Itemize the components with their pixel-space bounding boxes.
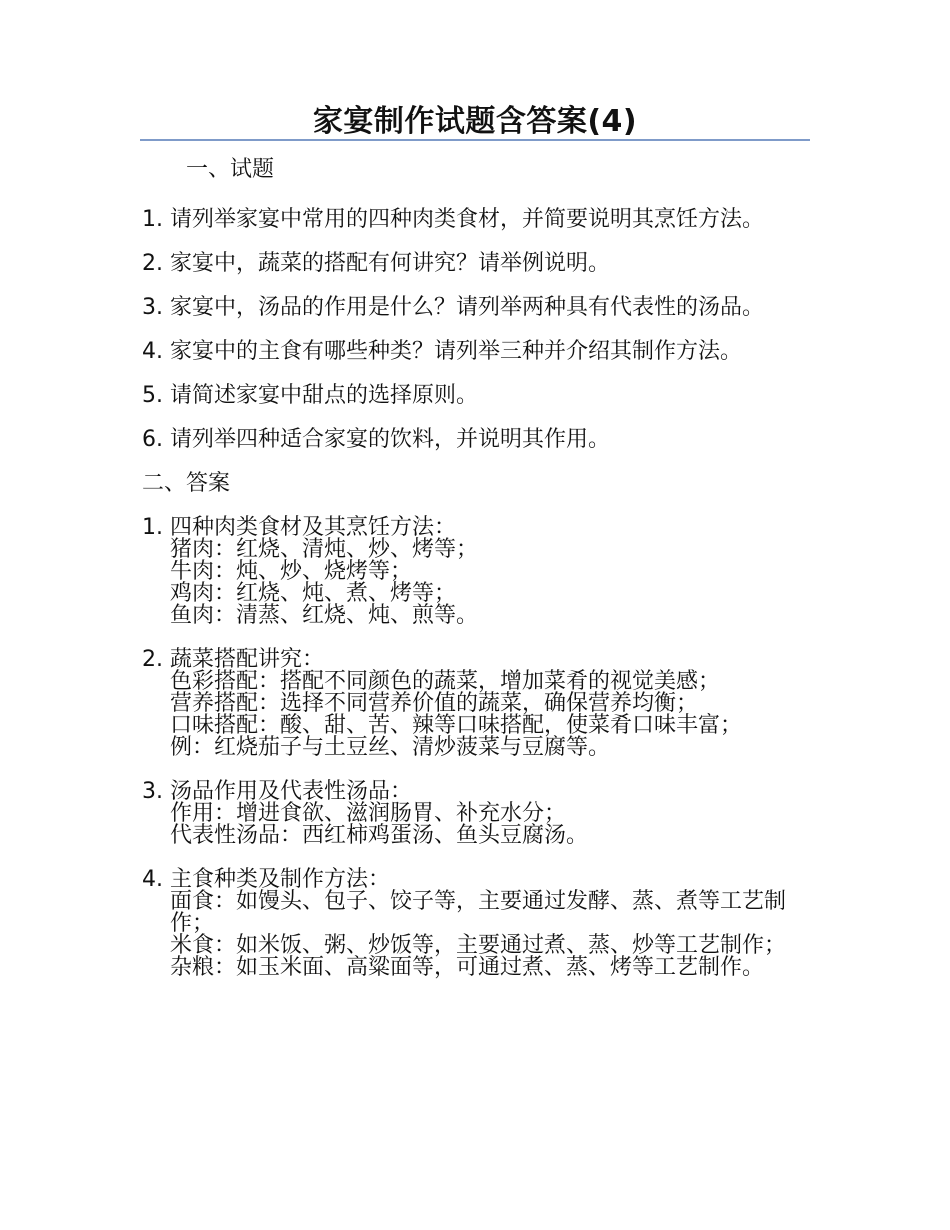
answer-block-2 (142, 649, 797, 759)
answers-heading: 二、答案 (142, 471, 231, 496)
answer-1-heading: 1. 四种肉类食材及其烹饪方法： (142, 515, 456, 540)
answer-1-line: 猪肉：红烧、清炖、炒、烤等； (170, 537, 479, 562)
answer-1-line: 牛肉：炖、炒、烧烤等； (170, 559, 413, 584)
answer-3-heading: 3. 汤品作用及代表性汤品： (142, 779, 412, 804)
answer-2-heading: 2. 蔬菜搭配讲究： (142, 647, 324, 672)
question-item: 2. 家宴中，蔬菜的搭配有何讲究？请举例说明。 (142, 251, 610, 276)
question-item: 1. 请列举家宴中常用的四种肉类食材，并简要说明其烹饪方法。 (142, 207, 764, 232)
answer-3-line: 代表性汤品：西红柿鸡蛋汤、鱼头豆腐汤。 (170, 823, 589, 848)
question-item: 6. 请列举四种适合家宴的饮料，并说明其作用。 (142, 427, 610, 452)
answer-3-line: 作用：增进食欲、滋润肠胃、补充水分； (170, 801, 567, 826)
answer-2-line: 例：红烧茄子与土豆丝、清炒菠菜与豆腐等。 (170, 735, 611, 760)
document-title: 家宴制作试题含答案(4) (312, 104, 638, 139)
questions-heading: 一、试题 (186, 157, 275, 182)
answer-2-line: 色彩搭配：搭配不同颜色的蔬菜，增加菜肴的视觉美感； (170, 669, 721, 694)
document-body (142, 155, 797, 979)
answer-1-line: 鱼肉：清蒸、红烧、炖、煎等。 (170, 603, 479, 628)
answer-4-heading: 4. 主食种类及制作方法： (142, 867, 390, 892)
answer-block-1 (142, 517, 797, 627)
answer-4-line: 杂粮：如玉米面、高粱面等，可通过煮、蒸、烤等工艺制作。 (170, 955, 765, 980)
question-item: 5. 请简述家宴中甜点的选择原则。 (142, 383, 478, 408)
title-underline (140, 139, 810, 141)
answer-block-4 (142, 869, 797, 979)
question-item: 3. 家宴中，汤品的作用是什么？请列举两种具有代表性的汤品。 (142, 295, 764, 320)
answer-2-line: 营养搭配：选择不同营养价值的蔬菜，确保营养均衡； (170, 691, 699, 716)
answer-4-line: 米食：如米饭、粥、炒饭等，主要通过煮、蒸、炒等工艺制作； (170, 933, 787, 958)
answer-4-line: 面食：如馒头、包子、饺子等，主要通过发酵、蒸、煮等工艺制作； (170, 889, 787, 936)
answer-block-3 (142, 781, 797, 847)
answer-2-line: 口味搭配：酸、甜、苦、辣等口味搭配，使菜肴口味丰富； (170, 713, 743, 738)
question-item: 4. 家宴中的主食有哪些种类？请列举三种并介绍其制作方法。 (142, 339, 742, 364)
answer-1-line: 鸡肉：红烧、炖、煮、烤等； (170, 581, 457, 606)
